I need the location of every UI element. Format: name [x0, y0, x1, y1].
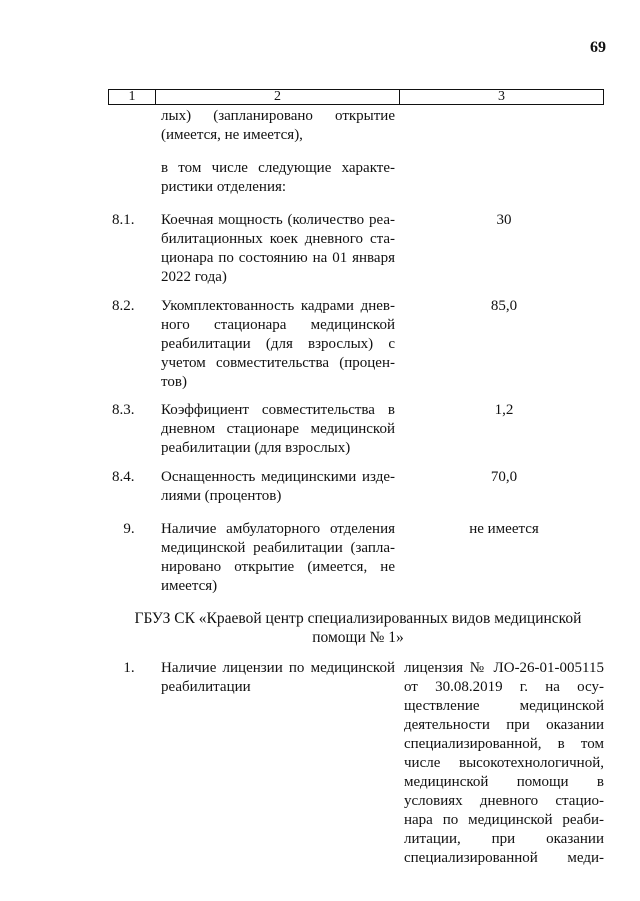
row-description: [161, 468, 395, 506]
text-line: в том числе следующие характе-: [161, 160, 395, 176]
text-line: лицензия № ЛО-26-01-005115: [404, 660, 604, 676]
text-line: от 30.08.2019 г. на осу-: [404, 679, 604, 695]
text-line: Наличие амбулаторного отделения: [161, 521, 395, 537]
text-line: имеется): [161, 578, 218, 594]
text-line: ционара по состоянию на 01 января: [161, 250, 395, 266]
row-value: не имеется: [469, 521, 539, 537]
continuation-text: [161, 107, 395, 145]
text-line: (имеется, не имеется),: [161, 127, 303, 143]
table-header-col-3: 3: [498, 89, 505, 104]
section-title-line: ГБУЗ СК «Краевой центр специализированных видов медицинской: [134, 610, 582, 627]
row-value: [404, 659, 604, 868]
section-title-line: помощи № 1»: [312, 629, 404, 646]
text-line: ного стационара медицинской: [161, 317, 395, 333]
row-description: [161, 520, 395, 596]
text-line: Оснащенность медицинскими изде-: [161, 469, 395, 485]
row-description: [161, 401, 395, 458]
text-line: Коечная мощность (количество реа-: [161, 212, 395, 228]
row-number: 1.: [123, 660, 135, 676]
text-line: нара по медицинской реаби-: [404, 812, 604, 828]
row-description: [161, 659, 395, 697]
text-line: деятельности при оказании: [404, 717, 604, 733]
subheading-text: [161, 159, 395, 197]
row-value: 30: [496, 212, 512, 228]
text-line: числе высокотехнологичной,: [404, 755, 604, 771]
text-line: ществление медицинской: [404, 698, 604, 714]
text-line: 2022 года): [161, 269, 227, 285]
text-line: билитационных коек дневного ста-: [161, 231, 395, 247]
text-line: тов): [161, 374, 187, 390]
table-header-col-2: 2: [156, 90, 400, 104]
row-value: 1,2: [494, 402, 514, 418]
row-number: 9.: [123, 521, 135, 537]
row-number: 8.4.: [112, 469, 135, 485]
table-header: [108, 89, 604, 105]
table-header-col-1: 1: [109, 90, 156, 104]
page-number: 69: [590, 39, 606, 56]
text-line: реабилитации: [161, 679, 251, 695]
text-line: реабилитации (для взрослых) с: [161, 336, 395, 352]
text-line: специализированной, в том: [404, 736, 604, 752]
text-line: реабилитации (для взрослых): [161, 440, 351, 456]
text-line: медицинской помощи в: [404, 774, 604, 790]
text-line: Укомплектованность кадрами днев-: [161, 298, 395, 314]
text-line: лых) (запланировано открытие: [161, 108, 395, 124]
section-title: [110, 609, 606, 647]
row-value: 70,0: [490, 469, 518, 485]
text-line: дневном стационаре медицинской: [161, 421, 395, 437]
row-description: [161, 211, 395, 287]
row-value: 85,0: [490, 298, 518, 314]
row-number: 8.1.: [112, 212, 135, 228]
text-line: нировано открытие (имеется, не: [161, 559, 395, 575]
text-line: медицинской реабилитации (запла-: [161, 540, 395, 556]
text-line: специализированной меди-: [404, 850, 604, 866]
row-number: 8.2.: [112, 298, 135, 314]
text-line: литации, при оказании: [404, 831, 604, 847]
text-line: лиями (процентов): [161, 488, 282, 504]
row-number: 8.3.: [112, 402, 135, 418]
text-line: ристики отделения:: [161, 179, 287, 195]
row-description: [161, 297, 395, 392]
text-line: условиях дневного стацио-: [404, 793, 604, 809]
text-line: Коэффициент совместительства в: [161, 402, 395, 418]
text-line: Наличие лицензии по медицинской: [161, 660, 395, 676]
text-line: учетом совместительства (процен-: [161, 355, 395, 371]
